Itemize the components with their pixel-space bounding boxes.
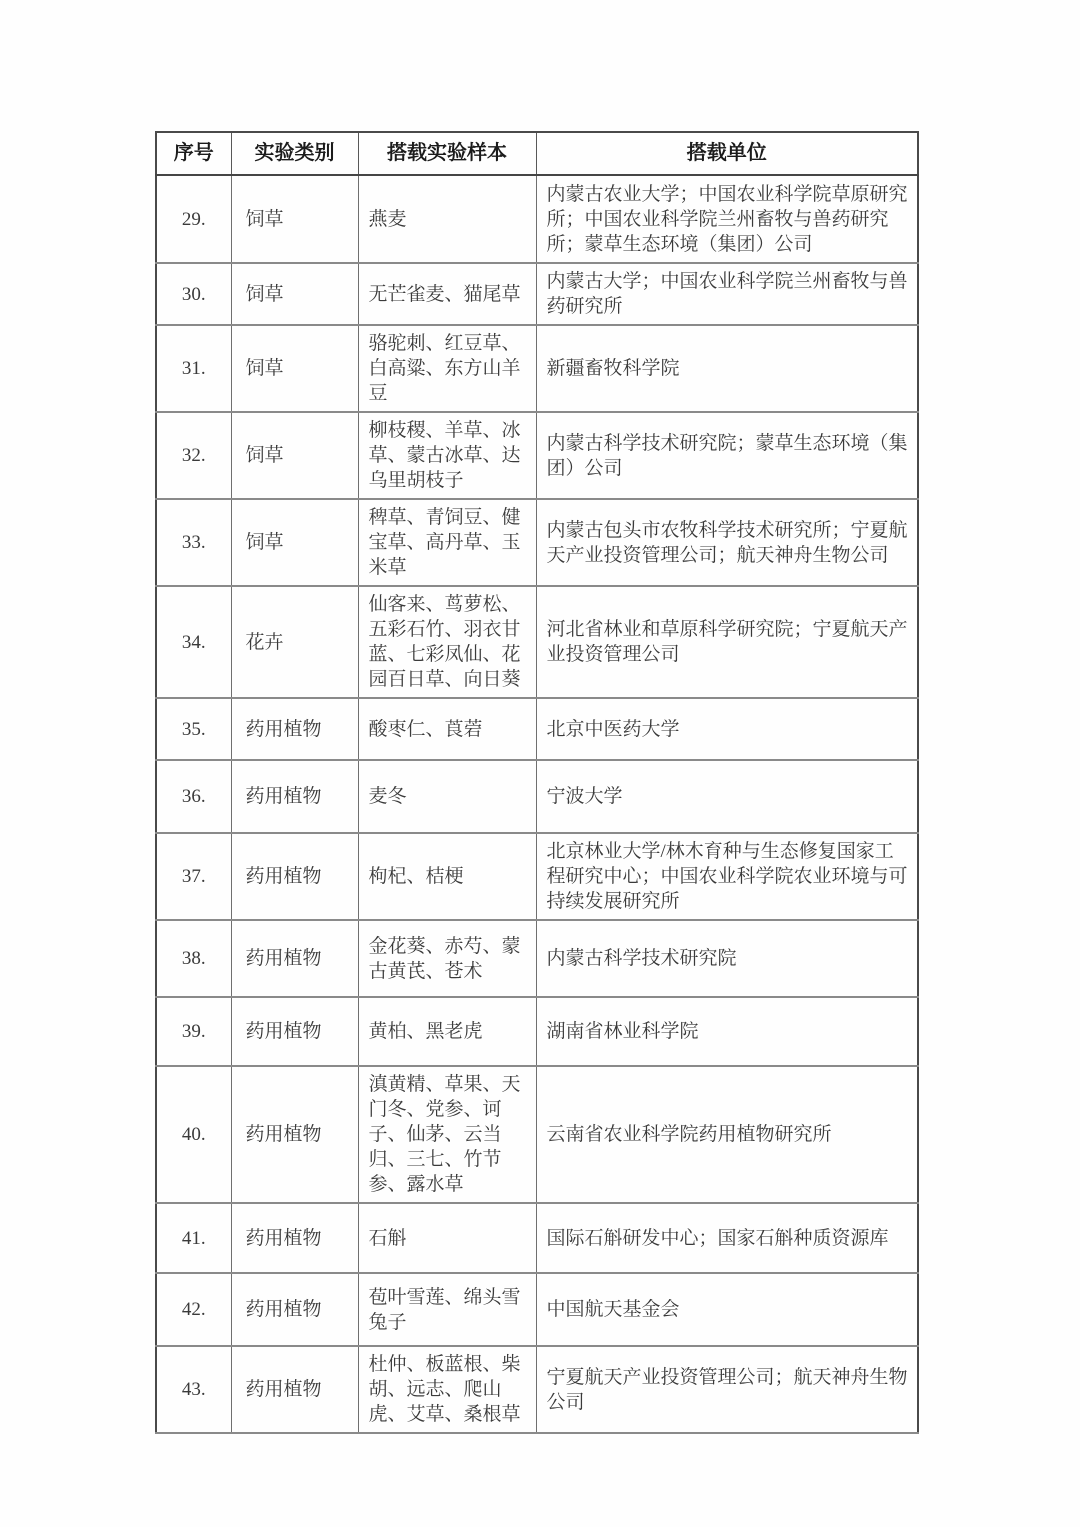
table-row <box>156 412 918 499</box>
cell-serial-number: 33. <box>156 499 231 586</box>
column-header-samples: 搭载实验样本 <box>358 132 536 175</box>
cell-category: 药用植物 <box>231 833 358 920</box>
table-row <box>156 760 918 833</box>
cell-category: 药用植物 <box>231 760 358 833</box>
cell-serial-number: 39. <box>156 997 231 1066</box>
cell-serial-number: 30. <box>156 263 231 325</box>
cell-samples: 仙客来、茑萝松、五彩石竹、羽衣甘蓝、七彩凤仙、花园百日草、向日葵 <box>358 586 536 698</box>
cell-samples: 枸杞、桔梗 <box>358 833 536 920</box>
cell-samples: 苞叶雪莲、绵头雪兔子 <box>358 1273 536 1346</box>
cell-category: 药用植物 <box>231 997 358 1066</box>
cell-units: 宁夏航天产业投资管理公司；航天神舟生物公司 <box>536 1346 918 1433</box>
cell-units: 北京中医药大学 <box>536 698 918 760</box>
cell-category: 药用植物 <box>231 698 358 760</box>
cell-samples: 石斛 <box>358 1203 536 1273</box>
cell-units: 宁波大学 <box>536 760 918 833</box>
cell-units: 河北省林业和草原科学研究院；宁夏航天产业投资管理公司 <box>536 586 918 698</box>
cell-samples: 杜仲、板蓝根、柴胡、远志、爬山虎、艾草、桑根草 <box>358 1346 536 1433</box>
cell-units: 国际石斛研发中心；国家石斛种质资源库 <box>536 1203 918 1273</box>
cell-serial-number: 29. <box>156 175 231 263</box>
cell-samples: 稗草、青饲豆、健宝草、高丹草、玉米草 <box>358 499 536 586</box>
cell-samples: 骆驼刺、红豆草、白高粱、东方山羊豆 <box>358 325 536 412</box>
cell-category: 饲草 <box>231 412 358 499</box>
table-row <box>156 833 918 920</box>
cell-units: 云南省农业科学院药用植物研究所 <box>536 1066 918 1203</box>
cell-samples: 无芒雀麦、猫尾草 <box>358 263 536 325</box>
table-row <box>156 263 918 325</box>
table-body <box>156 175 918 1433</box>
cell-units: 内蒙古大学；中国农业科学院兰州畜牧与兽药研究所 <box>536 263 918 325</box>
cell-serial-number: 34. <box>156 586 231 698</box>
cell-serial-number: 31. <box>156 325 231 412</box>
cell-samples: 酸枣仁、莨菪 <box>358 698 536 760</box>
cell-category: 饲草 <box>231 499 358 586</box>
cell-units: 内蒙古包头市农牧科学技术研究所；宁夏航天产业投资管理公司；航天神舟生物公司 <box>536 499 918 586</box>
column-header-serial: 序号 <box>156 132 231 175</box>
cell-category: 花卉 <box>231 586 358 698</box>
table-row <box>156 1203 918 1273</box>
cell-samples: 柳枝稷、羊草、冰草、蒙古冰草、达乌里胡枝子 <box>358 412 536 499</box>
cell-serial-number: 37. <box>156 833 231 920</box>
cell-category: 饲草 <box>231 175 358 263</box>
table-row <box>156 1346 918 1433</box>
cell-serial-number: 38. <box>156 920 231 997</box>
cell-category: 药用植物 <box>231 1066 358 1203</box>
cell-category: 饲草 <box>231 325 358 412</box>
table-row <box>156 997 918 1066</box>
table-row <box>156 586 918 698</box>
cell-units: 新疆畜牧科学院 <box>536 325 918 412</box>
cell-category: 药用植物 <box>231 1273 358 1346</box>
cell-units: 内蒙古农业大学；中国农业科学院草原研究所；中国农业科学院兰州畜牧与兽药研究所；蒙草生态环境（集团）公司 <box>536 175 918 263</box>
cell-units: 湖南省林业科学院 <box>536 997 918 1066</box>
cell-samples: 金花葵、赤芍、蒙古黄芪、苍术 <box>358 920 536 997</box>
cell-serial-number: 43. <box>156 1346 231 1433</box>
cell-category: 药用植物 <box>231 1346 358 1433</box>
cell-units: 内蒙古科学技术研究院 <box>536 920 918 997</box>
cell-serial-number: 42. <box>156 1273 231 1346</box>
cell-serial-number: 41. <box>156 1203 231 1273</box>
cell-category: 药用植物 <box>231 920 358 997</box>
cell-category: 药用植物 <box>231 1203 358 1273</box>
cell-units: 内蒙古科学技术研究院；蒙草生态环境（集团）公司 <box>536 412 918 499</box>
table-row <box>156 1273 918 1346</box>
column-header-category: 实验类别 <box>231 132 358 175</box>
column-header-units: 搭载单位 <box>536 132 918 175</box>
table-row <box>156 175 918 263</box>
cell-units: 中国航天基金会 <box>536 1273 918 1346</box>
table-row <box>156 1066 918 1203</box>
cell-serial-number: 40. <box>156 1066 231 1203</box>
table-row <box>156 325 918 412</box>
experiment-table <box>155 131 919 1434</box>
cell-serial-number: 36. <box>156 760 231 833</box>
cell-samples: 燕麦 <box>358 175 536 263</box>
cell-samples: 滇黄精、草果、天门冬、党参、诃子、仙茅、云当归、三七、竹节参、露水草 <box>358 1066 536 1203</box>
header-row <box>156 132 918 175</box>
cell-category: 饲草 <box>231 263 358 325</box>
cell-samples: 麦冬 <box>358 760 536 833</box>
cell-units: 北京林业大学/林木育种与生态修复国家工程研究中心；中国农业科学院农业环境与可持续发展研究所 <box>536 833 918 920</box>
cell-serial-number: 32. <box>156 412 231 499</box>
table-row <box>156 499 918 586</box>
cell-samples: 黄柏、黑老虎 <box>358 997 536 1066</box>
table-row <box>156 698 918 760</box>
table-row <box>156 920 918 997</box>
cell-serial-number: 35. <box>156 698 231 760</box>
